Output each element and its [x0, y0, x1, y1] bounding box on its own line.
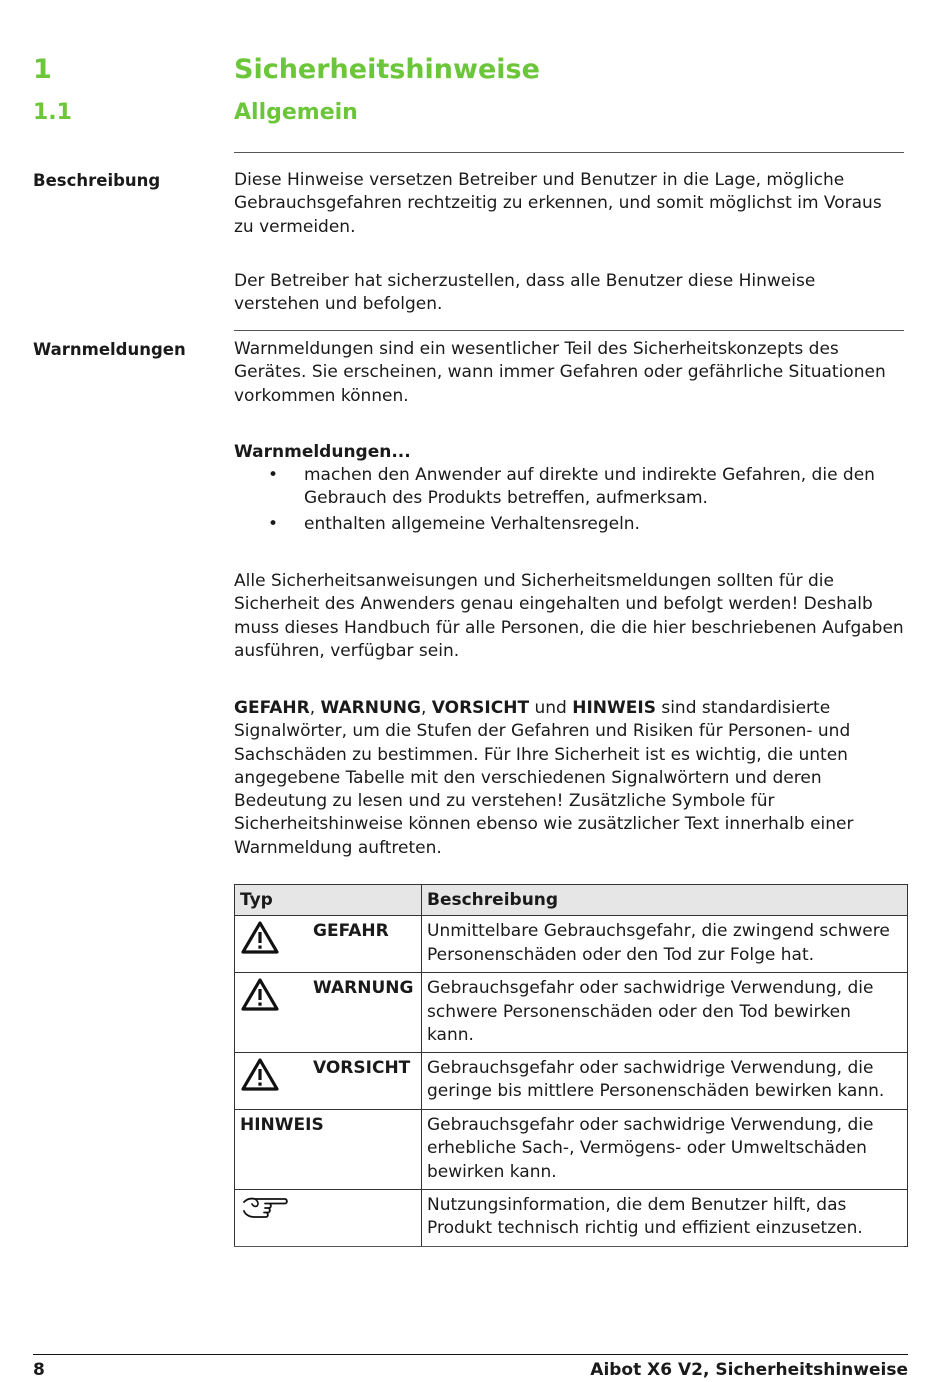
warnmeldungen-paragraph-2: Alle Sicherheitsanweisungen und Sicherheitsmeldungen sollten für die Sicherheit des Anwenders genau eingehalten und befolgt werden! Deshalb muss dieses Handbuch für alle Personen, die die hier beschriebenen Aufgaben ausführen, verfügbar sein.: [234, 571, 904, 661]
chapter-number: 1: [33, 54, 52, 85]
type-cell-vorsicht: [235, 1053, 422, 1110]
section-divider: [234, 1246, 904, 1247]
warning-triangle-icon: [241, 920, 279, 954]
warnmeldungen-bullet-list: [234, 464, 906, 538]
side-label-beschreibung: Beschreibung: [33, 171, 161, 190]
type-cell-hinweis: HINWEIS: [235, 1110, 422, 1190]
signal-words-text: sind standardisierte Signalwörter, um die Stufen der Gefahren und Risiken für Personen- und Sachschäden zu bestimmen. Für Ihre Sicherheit ist es wichtig, die unten angegebene Tabelle mit den verschiedenen Signalwörtern und deren Bedeutung zu lesen und zu verstehen! Zusätzliche Symbole für Sicherheitshinweise können ebenso wie zusätzlicher Text innerhalb einer Warnmeldung auftreten.: [234, 698, 854, 858]
type-cell-warnung: [235, 973, 422, 1053]
table-row: [235, 1053, 908, 1110]
warning-triangle-icon: [241, 977, 279, 1011]
table-row: [235, 916, 908, 973]
column-header-beschreibung: Beschreibung: [422, 885, 908, 916]
signal-word-vorsicht: VORSICHT: [431, 698, 530, 718]
table-row: [235, 1190, 908, 1247]
table-row: [235, 973, 908, 1053]
table-header-row: [235, 885, 908, 916]
description-cell: Gebrauchsgefahr oder sachwidrige Verwendung, die geringe bis mittlere Personenschäden bewirken kann.: [422, 1053, 908, 1110]
separator: ,: [309, 698, 321, 718]
section-divider: [234, 152, 904, 153]
description-cell: Unmittelbare Gebrauchsgefahr, die zwingend schwere Personenschäden oder den Tod zur Folge hat.: [422, 916, 908, 973]
list-item: • enthalten allgemeine Verhaltensregeln.: [234, 513, 906, 536]
signal-word-gefahr: GEFAHR: [234, 698, 310, 718]
warnmeldungen-paragraph-1: Warnmeldungen sind ein wesentlicher Teil des Sicherheitskonzepts des Gerätes. Sie erscheinen, wann immer Gefahren oder gefährliche Situationen vorkommen können.: [234, 339, 886, 406]
section-title: Allgemein: [234, 100, 358, 125]
type-label: GEFAHR: [313, 921, 389, 942]
separator: ,: [420, 698, 432, 718]
conjunction: und: [534, 698, 567, 718]
footer-rule: [33, 1354, 908, 1355]
list-item: • machen den Anwender auf direkte und indirekte Gefahren, die den Gebrauch des Produkts betreffen, aufmerksam.: [234, 464, 906, 511]
pointing-hand-icon: [241, 1194, 289, 1222]
type-label: VORSICHT: [313, 1058, 411, 1079]
beschreibung-paragraph-1: Diese Hinweise versetzen Betreiber und Benutzer in die Lage, mögliche Gebrauchsgefahren rechtzeitig zu erkennen, und somit möglichst im Voraus zu vermeiden.: [234, 170, 882, 237]
type-label: WARNUNG: [313, 978, 414, 999]
section-divider: [234, 330, 904, 331]
warnmeldungen-list-title: Warnmeldungen...: [234, 442, 411, 462]
footer-title: Aibot X6 V2, Sicherheitshinweise: [590, 1360, 908, 1380]
warning-triangle-icon: [241, 1057, 279, 1091]
description-cell: Gebrauchsgefahr oder sachwidrige Verwendung, die schwere Personenschäden oder den Tod bewirken kann.: [422, 973, 908, 1053]
chapter-title: Sicherheitshinweise: [234, 54, 540, 85]
table-row: [235, 1110, 908, 1190]
description-cell: Nutzungsinformation, die dem Benutzer hilft, das Produkt technisch richtig und effizient einzusetzen.: [422, 1190, 908, 1247]
signal-words-paragraph: [234, 697, 906, 860]
column-header-typ: Typ: [235, 885, 422, 916]
type-cell-info: [235, 1190, 422, 1247]
side-label-warnmeldungen: Warnmeldungen: [33, 340, 186, 359]
section-number: 1.1: [33, 100, 72, 125]
signal-word-hinweis: HINWEIS: [572, 698, 656, 718]
page-number: 8: [33, 1360, 45, 1380]
type-cell-gefahr: [235, 916, 422, 973]
description-cell: Gebrauchsgefahr oder sachwidrige Verwendung, die erhebliche Sach-, Vermögens- oder Umweltschäden bewirken kann.: [422, 1110, 908, 1190]
beschreibung-paragraph-2: Der Betreiber hat sicherzustellen, dass alle Benutzer diese Hinweise verstehen und befolgen.: [234, 271, 816, 315]
signal-word-table: [234, 884, 908, 1247]
signal-word-warnung: WARNUNG: [320, 698, 421, 718]
